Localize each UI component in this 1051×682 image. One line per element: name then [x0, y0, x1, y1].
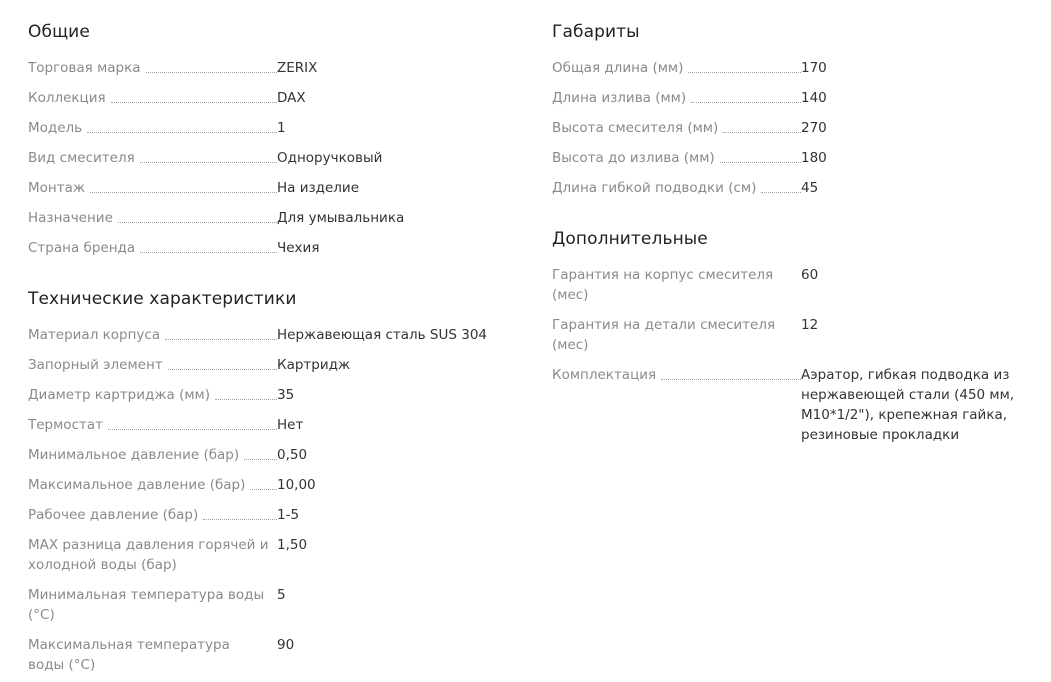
dot-leader [108, 429, 277, 430]
spec-label: Страна бренда [28, 240, 136, 256]
section-title-additional: Дополнительные [552, 229, 708, 249]
spec-value: Чехия [277, 240, 320, 256]
spec-row-mixer-height [552, 118, 827, 138]
spec-label: Модель [28, 120, 83, 136]
dot-leader [165, 339, 277, 340]
spec-value: На изделие [277, 180, 360, 196]
dot-leader [720, 162, 801, 163]
spec-label: Общая длина (мм) [552, 60, 684, 76]
spec-value: Для умывальника [277, 210, 405, 226]
spec-value: ZERIX [277, 60, 318, 76]
dot-leader [203, 519, 277, 520]
spec-row-spout-length [552, 88, 827, 108]
spec-value: Одноручковый [277, 150, 383, 166]
dot-leader [244, 459, 277, 460]
spec-value: Нержавеющая сталь SUS 304 [277, 327, 488, 343]
spec-value: 12 [801, 317, 819, 333]
spec-value: 270 [801, 120, 827, 136]
spec-value: Аэратор, гибкая подводка из нержавеющей стали (450 мм, M10*1/2"), крепежная гайка, резиновые прокладки [801, 367, 1015, 443]
spec-value: 45 [801, 180, 819, 196]
spec-row-parts-warranty [552, 315, 818, 355]
spec-label: Высота до излива (мм) [552, 150, 715, 166]
spec-row-min-pressure [28, 445, 307, 465]
spec-value: 35 [277, 387, 295, 403]
spec-value: 60 [801, 267, 819, 283]
dot-leader [87, 132, 277, 133]
spec-row-model [28, 118, 286, 138]
dot-leader [111, 102, 277, 103]
spec-row-working-pressure [28, 505, 299, 525]
spec-row-max-temp [28, 635, 294, 675]
spec-value: 5 [277, 587, 286, 603]
spec-row-mixer-type [28, 148, 382, 168]
spec-label: Максимальная температура воды (°C) [28, 637, 230, 673]
spec-row-max-pressure-diff [28, 535, 307, 575]
spec-value: 1,50 [277, 537, 308, 553]
spec-label: Коллекция [28, 90, 106, 106]
spec-label: Запорный элемент [28, 357, 163, 373]
spec-value: 90 [277, 637, 295, 653]
spec-row-hose-length [552, 178, 818, 198]
dot-leader [761, 192, 801, 193]
dot-leader [168, 369, 277, 370]
spec-row-package-contents [552, 365, 1037, 445]
spec-value: 140 [801, 90, 827, 106]
section-title-general: Общие [28, 22, 90, 42]
spec-row-body-material [28, 325, 487, 345]
dot-leader [118, 222, 277, 223]
section-title-dimensions: Габариты [552, 22, 640, 42]
spec-label: Термостат [28, 417, 103, 433]
spec-row-min-temp [28, 585, 286, 625]
spec-label: Гарантия на детали смесителя (мес) [552, 317, 776, 353]
spec-row-body-warranty [552, 265, 818, 305]
spec-value: 170 [801, 60, 827, 76]
spec-value: Картридж [277, 357, 351, 373]
spec-row-thermostat [28, 415, 303, 435]
spec-label: Комплектация [552, 367, 657, 383]
spec-value: 180 [801, 150, 827, 166]
dot-leader [688, 72, 801, 73]
spec-label: MAX разница давления горячей и холодной воды (бар) [28, 537, 269, 573]
spec-label: Гарантия на корпус смесителя (мес) [552, 267, 774, 303]
spec-row-brand [28, 58, 317, 78]
dot-leader [691, 102, 801, 103]
spec-value: 1 [277, 120, 286, 136]
spec-row-collection [28, 88, 306, 108]
spec-label: Максимальное давление (бар) [28, 477, 246, 493]
spec-label: Высота смесителя (мм) [552, 120, 719, 136]
spec-row-total-length [552, 58, 827, 78]
spec-row-mounting [28, 178, 359, 198]
dot-leader [140, 252, 277, 253]
spec-label: Вид смесителя [28, 150, 135, 166]
spec-label: Минимальное давление (бар) [28, 447, 240, 463]
spec-label: Длина излива (мм) [552, 90, 687, 106]
spec-label: Минимальная температура воды (°C) [28, 587, 265, 623]
dot-leader [215, 399, 277, 400]
spec-label: Назначение [28, 210, 113, 226]
dot-leader [661, 379, 801, 380]
spec-label: Диаметр картриджа (мм) [28, 387, 210, 403]
spec-row-brand-country [28, 238, 319, 258]
dot-leader [140, 162, 277, 163]
section-title-technical: Технические характеристики [28, 289, 297, 309]
spec-row-shutoff [28, 355, 350, 375]
spec-value: 1-5 [277, 507, 300, 523]
spec-value: DAX [277, 90, 306, 106]
spec-row-purpose [28, 208, 404, 228]
spec-value: 10,00 [277, 477, 316, 493]
spec-row-spout-height [552, 148, 827, 168]
spec-row-max-pressure [28, 475, 316, 495]
spec-label: Рабочее давление (бар) [28, 507, 199, 523]
dot-leader [723, 132, 801, 133]
spec-label: Длина гибкой подводки (см) [552, 180, 757, 196]
dot-leader [250, 489, 277, 490]
spec-label: Материал корпуса [28, 327, 161, 343]
spec-label: Монтаж [28, 180, 86, 196]
dot-leader [90, 192, 277, 193]
spec-row-cartridge-diameter [28, 385, 294, 405]
spec-value: 0,50 [277, 447, 308, 463]
spec-label: Торговая марка [28, 60, 141, 76]
dot-leader [146, 72, 277, 73]
spec-value: Нет [277, 417, 304, 433]
